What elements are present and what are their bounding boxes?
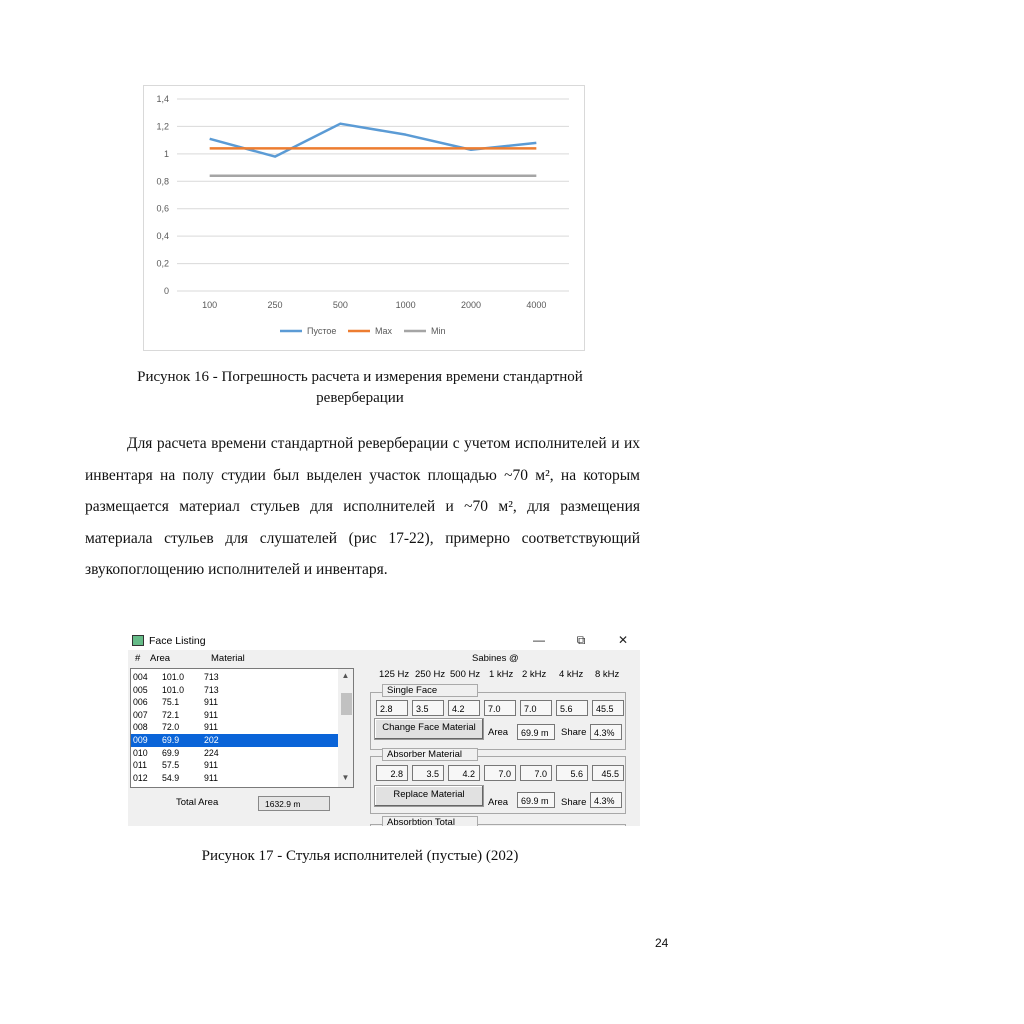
absorber-value: 2.8 [376,765,408,781]
x-tick-label: 500 [332,300,348,310]
row-area: 57.5 [162,760,180,771]
row-number: 010 [133,747,148,758]
row-material: 911 [204,709,219,720]
x-tick-label: 1000 [395,300,416,310]
frequency-label: 500 Hz [450,669,481,680]
single-face-share-value: 4.3% [590,724,622,740]
frequency-label: 250 Hz [415,669,446,680]
y-tick-label: 0 [163,286,169,296]
list-row[interactable] [131,696,338,709]
single-face-value: 7.0 [484,700,516,716]
frequency-label: 1 kHz [489,669,514,680]
row-number: 004 [133,672,148,682]
replace-material-button[interactable]: Replace Material [374,785,484,807]
face-listing-dialog [128,630,640,826]
total-area-label: Total Area [176,797,219,808]
face-list[interactable] [130,668,354,788]
absorber-material-label: Absorber Material [382,748,478,761]
row-material: 224 [204,747,219,758]
row-area: 101.0 [162,672,185,682]
frequency-label: 2 kHz [522,669,547,680]
absorber-value: 3.5 [412,765,444,781]
row-area: 72.1 [162,709,180,720]
absorber-value: 45.5 [592,765,624,781]
single-face-value: 4.2 [448,700,480,716]
line-chart [143,85,585,351]
absorber-area-label: Area [488,797,509,808]
frequency-label: 125 Hz [379,669,410,680]
column-header-number: # [135,653,141,664]
absorber-share-value: 4.3% [590,792,622,808]
frequency-label: 4 kHz [559,669,584,680]
row-material: 911 [204,722,219,733]
legend-label: Min [431,326,446,336]
y-tick-label: 1 [163,148,169,159]
sabines-header: Sabines @ [472,653,519,664]
column-header-material: Material [211,653,245,664]
y-tick-label: 0,2 [156,258,169,269]
column-header-area: Area [150,653,171,664]
scroll-thumb[interactable] [341,693,352,715]
series-line [210,124,537,157]
list-row[interactable] [131,747,338,760]
row-material: 713 [204,684,219,695]
y-tick-label: 1,2 [156,121,169,132]
row-area: 72.0 [162,722,180,733]
single-face-value: 2.8 [376,700,408,716]
absorber-value: 7.0 [484,765,516,781]
row-number: 007 [133,709,148,720]
app-icon [132,635,144,646]
window-title: Face Listing [149,635,206,647]
x-tick-label: 100 [202,300,218,310]
page-number: 24 [655,936,669,950]
scroll-up-icon[interactable]: ▲ [341,671,350,680]
single-face-label: Single Face [382,684,478,697]
absorber-share-label: Share [561,797,587,808]
row-material: 911 [204,772,219,783]
close-button[interactable]: ✕ [617,633,629,647]
single-face-share-label: Share [561,727,587,738]
chart-svg [144,86,584,350]
y-tick-label: 0,8 [156,176,169,187]
absorber-area-value: 69.9 m [517,792,555,808]
scroll-down-icon[interactable]: ▼ [341,773,350,782]
single-face-area-value: 69.9 m [517,724,555,740]
figure16-caption-line2: реверберации [316,390,404,406]
restore-button[interactable]: ⧉ [576,633,586,647]
x-tick-label: 4000 [526,300,547,310]
frequency-label: 8 kHz [595,669,620,680]
row-area: 69.9 [162,735,180,745]
absorber-value: 5.6 [556,765,588,781]
total-area-field: 1632.9 m [258,796,330,811]
x-tick-label: 250 [267,300,283,310]
row-number: 012 [133,772,148,783]
y-tick-label: 0,4 [156,231,169,242]
figure16-caption [90,367,630,409]
figure16-caption-line1: Рисунок 16 - Погрешность расчета и измерения времени стандартной [137,369,583,385]
x-tick-label: 2000 [460,300,482,310]
absorber-value: 7.0 [520,765,552,781]
y-tick-label: 0,6 [156,203,169,214]
single-face-value: 45.5 [592,700,624,716]
list-row[interactable] [131,709,338,722]
row-area: 75.1 [162,697,180,708]
change-face-material-button[interactable]: Change Face Material [374,718,484,740]
list-row[interactable] [131,721,338,734]
single-face-value: 7.0 [520,700,552,716]
list-row[interactable] [131,759,338,772]
row-area: 54.9 [162,772,180,783]
absorption-total-label: Absorbtion Total [382,816,478,826]
list-row[interactable] [131,684,338,697]
row-number: 008 [133,722,148,733]
row-number: 005 [133,684,148,695]
row-material: 202 [204,735,219,745]
row-area: 69.9 [162,747,180,758]
body-paragraph: Для расчета времени стандартной реверберации с учетом исполнителей и их инвентаря на полу студии был выделен участок площадью ~70 м², на которым размещается материал стульев для исполнителей и ~70 м², для размещения материала стульев для слушателей (рис 17-22), примерно соответствующий звукопоглощению исполнителей и инвентаря. [85,435,640,578]
title-bar [128,630,640,650]
absorber-value: 4.2 [448,765,480,781]
row-area: 101.0 [162,684,185,695]
row-material: 911 [204,697,219,708]
legend-label: Max [375,326,393,336]
figure17-caption: Рисунок 17 - Стулья исполнителей (пустые) (202) [201,848,519,864]
single-face-value: 3.5 [412,700,444,716]
row-number: 009 [133,735,148,745]
list-row[interactable] [131,671,338,684]
list-row[interactable] [131,734,338,747]
list-row[interactable] [131,772,338,785]
legend-label: Пустое [307,326,337,336]
row-number: 011 [133,760,148,771]
row-material: 713 [204,672,219,682]
single-face-value: 5.6 [556,700,588,716]
single-face-area-label: Area [488,727,509,738]
y-tick-label: 1,4 [156,94,169,104]
row-number: 006 [133,697,148,708]
row-material: 911 [204,760,219,771]
minimize-button[interactable]: — [533,633,545,647]
list-scrollbar[interactable] [338,669,353,787]
